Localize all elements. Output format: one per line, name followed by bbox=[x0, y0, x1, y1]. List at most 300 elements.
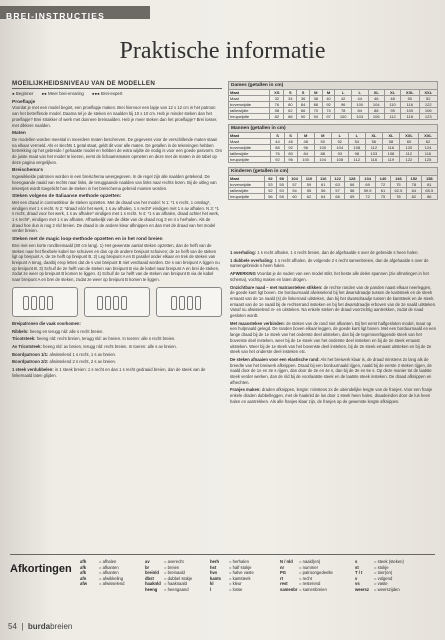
right-block-text: Als het breiwerk klaar is, de draad minstens 2x lang als de breedte van het breiwerk afknippen. Draad bij een borduurnaald rijgen, naald bij de eerste 2 steken rijgen, de naald door de 1e en 3e s rijgen, dan door de 2e en 4e s, dan bij de 3e en 5e s. Op deze manier tot de laatste steek verder werken, dan de nld bij de voorlaatste steek en de laatste steek insteken. De draad afknippen en afhechten. bbox=[230, 356, 432, 385]
table-cell: 56 bbox=[365, 139, 382, 145]
abbreviation-entry bbox=[280, 587, 333, 593]
table-cell: 72 bbox=[376, 182, 391, 188]
abbreviation-key: haaknld bbox=[145, 581, 161, 587]
magic-loop-diagram-2 bbox=[84, 287, 150, 317]
right-block-text: Voordat je de naden van een model stikt, het beste alle delen spannen (zie afmetingen in het schema), vochtig maken en laten drogen. bbox=[230, 271, 429, 282]
table-cell: 32 bbox=[270, 96, 284, 102]
table-header-cell: 110 bbox=[302, 176, 316, 182]
table-cell: 78 bbox=[407, 182, 422, 188]
right-block bbox=[230, 387, 437, 404]
pattern-block bbox=[12, 352, 222, 358]
table-cell: 52 bbox=[331, 139, 348, 145]
abbreviation-meaning: = volgend bbox=[374, 575, 393, 581]
table-cell: 100 bbox=[297, 157, 314, 163]
abbreviation-meaning: = haaknaald bbox=[164, 581, 187, 587]
right-block bbox=[230, 285, 437, 319]
abbreviation-key: v bbox=[355, 575, 358, 581]
table-cell: 66 bbox=[297, 108, 310, 114]
table-caption: Kinderen (getallen in cm) bbox=[228, 167, 438, 175]
size-tables bbox=[228, 81, 438, 204]
pattern-block-title: Boordpatroon 1/1: bbox=[12, 351, 49, 357]
right-block-title: 1 dubbele overhaling: bbox=[230, 257, 274, 263]
abbreviation-meaning: = breien bbox=[164, 564, 180, 570]
table-cell: 78 bbox=[335, 108, 352, 114]
pattern-block bbox=[12, 367, 222, 378]
abbreviation-key: hvs bbox=[210, 570, 218, 576]
magic-loop-diagrams bbox=[12, 287, 222, 317]
pattern-block bbox=[12, 344, 222, 350]
brand-name: burda bbox=[27, 622, 51, 631]
table-cell: 50 bbox=[401, 96, 419, 102]
abbreviation-meaning: = toer(en) bbox=[374, 570, 393, 576]
table-cell: 103 bbox=[365, 151, 382, 157]
table-row-label: Maat bbox=[229, 96, 270, 102]
pattern-block-text: heeng nld: av breien, terugg nld: recht breien. In toeren: alle s av breien. bbox=[43, 343, 177, 349]
table-cell: 58 bbox=[276, 194, 287, 200]
abbreviation-meaning: = steek (steken) bbox=[374, 559, 404, 564]
table-cell: 116 bbox=[418, 151, 437, 157]
abbreviation-key: s bbox=[355, 559, 358, 564]
table-cell: 108 bbox=[382, 151, 399, 157]
table-header-cell: 116 bbox=[316, 176, 330, 182]
table-cell: 64 bbox=[407, 188, 422, 194]
table-header-cell: XL bbox=[368, 90, 385, 96]
abbreviation-key: rt bbox=[280, 575, 284, 581]
table-cell: 119 bbox=[382, 157, 399, 163]
table-header-cell: Maat bbox=[229, 90, 270, 96]
table-caption: Mannen (getallen in cm) bbox=[228, 124, 438, 132]
table-cell: 52 bbox=[419, 96, 437, 102]
table-cell: 110 bbox=[385, 102, 401, 108]
table-dames bbox=[228, 81, 438, 120]
abbreviation-meaning: = weerszijden bbox=[374, 586, 400, 592]
abbreviation-meaning: = half stokje bbox=[229, 564, 252, 570]
pattern-block-text: in 1 steek breien: 1 s recht en dan 1 s recht gedraaid breien, dan de steek van de linkernaald laten glijden. bbox=[12, 367, 206, 378]
legend-experienced: ●● Meer brei-ervaring bbox=[41, 91, 84, 96]
left-block-text: Voordat je met een model begint, een proeflapje maken. Brei hiervoor een lapje van 12 x 12 cm in het patroon van het betreffende model. Daarna tel je de steken en naalden bij 10 x 10 cm. Heb je minder steken dan het proeflapje? Brei strakker of werk met dunnere breinaalden. Heb je meer steken dan het proeflapje? Brei losser, met dikkere naalden. bbox=[12, 105, 218, 128]
table-header-cell: M bbox=[322, 90, 335, 96]
table-cell: 93 bbox=[331, 151, 348, 157]
left-block-title: Steken met de magic loop-methode opzetten en in het rond breien bbox=[12, 237, 163, 243]
table-cell: 103 bbox=[351, 114, 368, 120]
left-block-text: De modellen worden meestal in meerdere maten beschreven. De gegevens voor de verschillende maten staan na elkaar vermeld. Als er slechts 1 getal staat, geldt dit voor alle maten. De getallen in de tekeningen hebben betrekking op het gebreide / gehaakte model en hebben de extra wijdte de nodig is voor een goede pasvorm. Om de juiste maat van het model te kiezen, eerst de lichaamsmaten opmeten en deze met de maten in de tabel op deze pagina vergelijken. bbox=[12, 136, 222, 165]
table-cell: 92 bbox=[284, 145, 297, 151]
table-header-cell: Maat bbox=[229, 176, 265, 182]
right-block bbox=[230, 258, 437, 269]
table-cell: 125 bbox=[418, 157, 437, 163]
difficulty-heading: MOEILIJKHEIDSNIVEAU VAN DE MODELLEN bbox=[12, 80, 222, 89]
page-footer: 54 | burdabreien bbox=[8, 622, 73, 631]
abbreviation-column bbox=[355, 559, 404, 593]
abbreviation-key: st bbox=[355, 564, 359, 570]
right-block bbox=[230, 271, 437, 282]
table-caption: Dames (getallen in cm) bbox=[228, 81, 438, 89]
table-cell: 53 bbox=[276, 188, 287, 194]
table-cell: 112 bbox=[348, 157, 365, 163]
pattern-block-title: Ribbels: bbox=[12, 328, 29, 334]
table-row-label: taillewijdte bbox=[229, 188, 265, 194]
table-cell: 66 bbox=[345, 182, 360, 188]
abbreviation-key: T / t bbox=[355, 570, 363, 576]
table-cell: 61 bbox=[316, 182, 330, 188]
table-row bbox=[229, 157, 438, 163]
table-row-label: bovenwijdte bbox=[229, 182, 265, 188]
table-cell: 56 bbox=[265, 194, 276, 200]
table-cell: 40 bbox=[322, 96, 335, 102]
abbreviation-meaning: = kleur bbox=[229, 581, 242, 587]
table-cell: 57 bbox=[287, 182, 302, 188]
table-cell: 54 bbox=[348, 139, 365, 145]
table-kinderen bbox=[228, 167, 438, 200]
table-header-cell: 134 bbox=[359, 176, 375, 182]
table-cell: 108 bbox=[348, 145, 365, 151]
table-cell: 86 bbox=[421, 194, 437, 200]
abbreviation-key: N / nld bbox=[280, 559, 293, 564]
table-cell: 94 bbox=[309, 114, 322, 120]
table-cell: 88 bbox=[271, 145, 284, 151]
table-row-label: heupwijdte bbox=[229, 194, 265, 200]
table-cell: 38 bbox=[309, 96, 322, 102]
table-cell: 55 bbox=[276, 182, 287, 188]
abbreviation-meaning: = stokje bbox=[374, 564, 389, 570]
table-cell: 58 bbox=[345, 188, 360, 194]
abbreviation-key: afk bbox=[80, 570, 87, 576]
right-block-title: AFWERKING bbox=[230, 271, 256, 277]
pattern-block bbox=[12, 329, 222, 335]
table-header-cell: XXL bbox=[418, 133, 437, 139]
table-cell: 95 bbox=[385, 108, 401, 114]
abbreviation-column bbox=[280, 559, 333, 593]
table-cell: 100 bbox=[351, 102, 368, 108]
table-cell: 69 bbox=[359, 182, 375, 188]
table-cell: 36 bbox=[297, 96, 310, 102]
table-header-cell: 128 bbox=[345, 176, 360, 182]
table-header-cell: L bbox=[351, 90, 368, 96]
table-cell: 70 bbox=[309, 108, 322, 114]
table-cell: 116 bbox=[365, 157, 382, 163]
magic-loop-diagram-1 bbox=[12, 287, 78, 317]
abbreviation-meaning: = afwikkeling bbox=[99, 575, 124, 581]
abbreviation-meaning: = halve vaste bbox=[229, 570, 254, 576]
table-row-label: heupwijdte bbox=[229, 114, 270, 120]
abbreviation-key: afh bbox=[80, 559, 87, 564]
pattern-block bbox=[12, 359, 222, 365]
table-header-cell: Maat bbox=[229, 133, 271, 139]
right-block bbox=[230, 321, 437, 355]
abbreviations-title: Afkortingen bbox=[10, 563, 72, 575]
abbreviation-meaning: = afhalen bbox=[99, 559, 117, 564]
table-cell: 116 bbox=[401, 102, 419, 108]
table-cell: 104 bbox=[368, 102, 385, 108]
table-header-cell: S bbox=[284, 133, 297, 139]
pattern-block-title: Breipatronen die vaak voorkomen: bbox=[12, 320, 81, 326]
table-cell: 80 bbox=[284, 151, 297, 157]
left-block-title: Steken volgens de Italiaanse methode opzetten: bbox=[12, 194, 122, 200]
table-cell: 52 bbox=[265, 188, 276, 194]
table-cell: 57 bbox=[330, 188, 345, 194]
table-header-cell: L bbox=[348, 133, 365, 139]
right-block-text: 1 s recht afhalen, 1 s recht breien, dan de afgehaalde s over de gebreide s heen halen. bbox=[257, 250, 419, 255]
table-cell: 34 bbox=[284, 96, 297, 102]
pattern-block-title: Av Tricotsteek: bbox=[12, 343, 42, 349]
table-row-label: bovenwijdte bbox=[229, 145, 271, 151]
table-header-cell: 92 bbox=[265, 176, 276, 182]
table-header-cell: S bbox=[297, 90, 310, 96]
table-row-label: taillewijdte bbox=[229, 151, 271, 157]
difficulty-legend bbox=[12, 91, 222, 97]
abbreviation-key: PG bbox=[280, 570, 287, 576]
table-cell: 76 bbox=[271, 151, 284, 157]
pattern-block-text: heeng en terugg nld: alle s recht breien. bbox=[29, 328, 104, 334]
table-heren bbox=[228, 124, 438, 163]
legend-beginner: ● Beginner bbox=[12, 91, 34, 96]
table-header-cell: S bbox=[284, 90, 297, 96]
table-header-cell: XXL bbox=[401, 90, 419, 96]
abbreviation-meaning: = recht bbox=[299, 575, 312, 581]
abbreviation-meaning: = averecht bbox=[164, 559, 184, 564]
table-row-label: Maat bbox=[229, 139, 271, 145]
abbreviation-meaning: = afkanten bbox=[99, 570, 119, 576]
abbreviation-key: samenbr bbox=[280, 586, 298, 592]
table-cell: 53 bbox=[265, 182, 276, 188]
table-cell: 112 bbox=[365, 145, 382, 151]
table-cell: 92 bbox=[322, 102, 335, 108]
right-block-text: de steken van de rand niet afkanten. Bij het eerst halfgesloten model, maar op een hulpnaald gelegd. De randen boven elkaar leggen, de goede kant ligt boven. Met een borduurnaald en een lange draad bij de 1e steek van het onderste deel uitsteken, dan bij de tegenoverliggende steek van het bovenste deel insteken, weer bij de 1e steek van het onderste deel insteken en bij de 2e steek ernaast uitsteken. Weer bij de 1e steek van het bovenste deel insteken, bij de 2e steek ernaast uitsteken en bij de 2e steek van het onderste deel insteken etc. bbox=[230, 320, 437, 355]
table-cell: 88 bbox=[309, 102, 322, 108]
right-blocks bbox=[230, 250, 437, 405]
table-cell: 82 bbox=[270, 114, 284, 120]
table-cell: 80 bbox=[284, 102, 297, 108]
table-cell: 106 bbox=[368, 114, 385, 120]
table-cell: 108 bbox=[331, 157, 348, 163]
table-cell: 76 bbox=[270, 102, 284, 108]
table-cell: 122 bbox=[399, 157, 418, 163]
abbreviation-meaning: = heengaand bbox=[164, 586, 189, 592]
abbreviation-column bbox=[80, 559, 125, 587]
table-cell: 48 bbox=[385, 96, 401, 102]
page-title: Praktische informatie bbox=[119, 38, 326, 64]
pattern-block-title: 1 steek verdubbelen: bbox=[12, 367, 54, 373]
table-cell: 72 bbox=[359, 194, 375, 200]
table-header-cell: 98 bbox=[276, 176, 287, 182]
abbreviation-key: kants bbox=[210, 575, 221, 581]
table-header-cell: XS bbox=[270, 90, 284, 96]
abbreviation-key: av bbox=[145, 559, 150, 564]
table-row bbox=[229, 114, 438, 120]
page-number: 54 bbox=[8, 622, 17, 631]
abbreviation-key: afn bbox=[80, 575, 87, 581]
table-cell: 74 bbox=[322, 108, 335, 114]
pattern-block bbox=[12, 321, 222, 327]
table-cell: 62 bbox=[284, 108, 297, 114]
table-cell: 106 bbox=[419, 108, 437, 114]
table-row-label: heupwijdte bbox=[229, 157, 271, 163]
table-cell: 65.5 bbox=[421, 188, 437, 194]
table-cell: 92 bbox=[271, 157, 284, 163]
abbreviation-key: nr bbox=[280, 564, 285, 570]
right-block bbox=[230, 357, 437, 386]
table-header-cell: XL bbox=[365, 133, 382, 139]
abbreviation-meaning: = nummer bbox=[299, 564, 318, 570]
table-header-cell: L bbox=[335, 90, 352, 96]
abbreviations-box bbox=[10, 554, 435, 615]
abbreviation-meaning: = afkanten bbox=[99, 564, 119, 570]
table-header-cell: 140 bbox=[376, 176, 391, 182]
abbreviation-meaning: = afwisselend bbox=[99, 581, 125, 587]
abbreviation-column bbox=[210, 559, 254, 593]
abbreviation-meaning: = patroongedeelte bbox=[299, 570, 333, 576]
abbreviation-key: rest bbox=[280, 581, 288, 587]
table-cell: 75 bbox=[390, 182, 406, 188]
right-block-title: Onzichtbare naad – met matrassteken stikken: bbox=[230, 284, 323, 290]
abbreviation-meaning: = vaste bbox=[374, 581, 388, 587]
right-column bbox=[230, 250, 437, 407]
table-cell: 82 bbox=[407, 194, 422, 200]
table-header-cell: XXL bbox=[399, 133, 418, 139]
table-cell: 104 bbox=[314, 157, 331, 163]
table-cell: 96 bbox=[297, 145, 314, 151]
left-block-title: Proeflapje bbox=[12, 99, 36, 105]
table-cell: 81 bbox=[421, 182, 437, 188]
left-block-title: Breischema's bbox=[12, 168, 44, 174]
right-block-text: de rechte randen van de panden naast elkaar neerleggen, de goede kant ligt boven. De borduurnaald afwisselend bij het dwarsdraadje tussen de kantsteek en de steek ernaast van de 1e naald (s) de linkerrand uitsteken, dan bij het dwarsdraadje tussen de kantsteek en de steek ernaast van de 1e naald bij de rechterrand insteken en bij het dwarsdraadje erboven van de 2e naald uitsteken. Vanaf nu afwisselend in- en uitsteken. Na enkele steken de draad voorzichtig aantrekken, zodat de naad gesloten wordt. bbox=[230, 284, 437, 319]
table-cell: 100 bbox=[335, 114, 352, 120]
table-cell: 118 bbox=[401, 114, 419, 120]
table-cell: 120 bbox=[399, 145, 418, 151]
table-cell: 98 bbox=[348, 151, 365, 157]
section-bar bbox=[0, 6, 150, 19]
table-row-label: bovenwijdte bbox=[229, 102, 270, 108]
abbreviation-key: l bbox=[210, 586, 212, 592]
left-block-title: Maten bbox=[12, 131, 26, 137]
table-cell: 123 bbox=[419, 114, 437, 120]
table-cell: 124 bbox=[418, 145, 437, 151]
pattern-block-title: Tricotsteek: bbox=[12, 336, 36, 342]
abbreviation-meaning: = kantsteek bbox=[229, 575, 251, 581]
abbreviation-meaning: = herhalen bbox=[229, 559, 249, 564]
table-cell: 59.5 bbox=[359, 188, 375, 194]
abbreviation-key: herh bbox=[210, 559, 220, 564]
table-cell: 44 bbox=[351, 96, 368, 102]
table-header-cell: 104 bbox=[287, 176, 302, 182]
table-cell: 96 bbox=[284, 157, 297, 163]
table-row-label: taillewijdte bbox=[229, 108, 270, 114]
table-cell: 100 bbox=[314, 145, 331, 151]
table-cell: 61 bbox=[376, 188, 391, 194]
right-block-title: De steken afnaaien voor een elastische rand: bbox=[230, 356, 320, 362]
table-cell: 96 bbox=[335, 102, 352, 108]
table-cell: 75 bbox=[376, 194, 391, 200]
table-cell: 54 bbox=[287, 188, 302, 194]
right-block-title: Franjes maken: bbox=[230, 387, 261, 393]
abbreviation-key: breinld bbox=[145, 570, 159, 576]
abbreviation-key: br bbox=[145, 564, 150, 570]
table-cell: 58 bbox=[382, 139, 399, 145]
table-header-cell: 152 bbox=[407, 176, 422, 182]
abbreviation-meaning: = samenbreien bbox=[299, 586, 327, 592]
brand-suffix: breien bbox=[50, 622, 73, 631]
table-header-cell: M bbox=[314, 133, 331, 139]
table-cell: 55 bbox=[302, 188, 316, 194]
table-cell: 62.5 bbox=[390, 188, 406, 194]
left-blocks bbox=[12, 100, 222, 283]
pattern-blocks bbox=[12, 321, 222, 379]
table-header-cell: XL bbox=[382, 133, 399, 139]
table-cell: 64 bbox=[316, 194, 330, 200]
table-header-cell: M bbox=[309, 90, 322, 96]
table-cell: 88 bbox=[314, 151, 331, 157]
table-header-cell: M bbox=[297, 133, 314, 139]
table-cell: 66 bbox=[330, 194, 345, 200]
pattern-block bbox=[12, 336, 222, 342]
left-block-text: Ingewikkelde patronen worden in een breischema weergegeven. In de regel zijn alle naalden getekend. De heengaande naald van rechts naar links, de teruggaande naalden van links naar rechts lezen. Bij de uitleg van tekentjes wordt toegelicht hoe de steken in het breischema gebreid moeten worden. bbox=[12, 174, 217, 191]
table-cell: 46 bbox=[368, 96, 385, 102]
table-cell: 63 bbox=[330, 182, 345, 188]
table-cell: 104 bbox=[331, 145, 348, 151]
left-block-text: Met een draad in contrastkleur de steken opzetten. Met de draad van het model: N 1: *1 s recht, 1 omslag*, eindigen met 1 s recht. N 2: *draad vóór het werk, 1 s av afhalen, 1 s recht* eindigen met 1 s av afhalen. N 3: *1 s recht, draad voor het werk, 1 s av afhalen* eindigen met 1 s recht. N 4: *1 s av afhalen, draad achter het werk, 1 s recht*, eindigen met 1 s av afhalen. Afhankelijk van de dikte van de draad nog 3 en 4 x herhalen. Als de draad hoe dun is nog 2 nld breien. De draad in de andere kleur afknippen en dan met de draad van het model verder breien. bbox=[12, 199, 220, 234]
abbreviation-key: afw bbox=[80, 581, 87, 587]
table-header-cell: XL bbox=[385, 90, 401, 96]
table-cell: 56 bbox=[316, 188, 330, 194]
table-cell: 50 bbox=[314, 139, 331, 145]
abbreviation-entry bbox=[80, 581, 125, 587]
abbreviation-key: vs bbox=[355, 581, 360, 587]
right-block-title: 1 overhaling: bbox=[230, 250, 257, 255]
table-header-cell: 122 bbox=[330, 176, 345, 182]
table-cell: 84 bbox=[351, 108, 368, 114]
table-header-cell: L bbox=[331, 133, 348, 139]
abbreviation-key: heeng bbox=[145, 586, 158, 592]
left-column bbox=[12, 80, 222, 380]
abbreviation-meaning: = losse bbox=[229, 586, 243, 592]
abbreviation-meaning: = breinaald bbox=[164, 570, 185, 576]
abbreviation-key: kl bbox=[210, 581, 214, 587]
table-cell: 122 bbox=[419, 102, 437, 108]
abbreviation-entry bbox=[145, 587, 192, 593]
table-cell: 88 bbox=[368, 108, 385, 114]
abbreviation-meaning: = dubbel stokje bbox=[164, 575, 193, 581]
abbreviation-key: weersz bbox=[355, 586, 369, 592]
abbreviation-key: dbst bbox=[145, 575, 154, 581]
abbreviation-column bbox=[145, 559, 192, 593]
right-block-text: 1 s recht afhalen, de volgende 2 s recht samenbreien, dan de afgehaalde s over de samengebreide s heen halen. bbox=[230, 257, 429, 269]
table-header-cell: XXL bbox=[419, 90, 437, 96]
left-block-text: Brei met een korte rondbreinaald (80 cm lang). 1) Het gewenste aantal steken opzetten, dan de helft van de steken naar het flexibele kabel toe schuiven en dan op de andere breipunt schuiven; de 1e helft van de steken ligt op breipunt A, de 2e helft op breipunt B. 2) Leg breipunt A en B parallel onder elkaar en trek de steken van breipunt A terug, daarbij erop letten dat de s van breipunt B niet verdraaid worden. De s van breipunt A liggen nu op breipunt B. 3) Schuif de 2e helft van de steken van breipunt B via de kabel naar breipunt A en brei de steken, zodat ze weer op breipunt B komen te liggen. 4) Schuif de 1e helft van de steken van breipunt B via de kabel naar breipunt A en brei de steken, zodat ze weer op breipunt B komen te liggen. bbox=[12, 242, 220, 283]
pattern-block-title: Boordpatroon 2/2: bbox=[12, 359, 49, 365]
abbreviation-key: hst bbox=[210, 564, 217, 570]
table-cell: 60 bbox=[399, 139, 418, 145]
legend-expert: ●●● Brei-expert bbox=[91, 91, 123, 96]
table-cell: 60 bbox=[287, 194, 302, 200]
abbreviation-entry bbox=[355, 587, 404, 593]
table-cell: 116 bbox=[382, 145, 399, 151]
table-header-cell: 158 bbox=[421, 176, 437, 182]
table-cell: 48 bbox=[297, 139, 314, 145]
table-cell: 100 bbox=[401, 108, 419, 114]
abbreviation-meaning: = resterend bbox=[299, 581, 321, 587]
table-cell: 84 bbox=[297, 151, 314, 157]
table-cell: 86 bbox=[284, 114, 297, 120]
table-cell: 62 bbox=[418, 139, 437, 145]
pattern-block-text: heeng nld: recht breien, terugg nld: av breien. In toeren: alle s recht breien. bbox=[36, 336, 176, 342]
magic-loop-diagram-3 bbox=[156, 287, 222, 317]
table-cell: 112 bbox=[385, 114, 401, 120]
table-cell: 46 bbox=[284, 139, 297, 145]
abbreviation-entry bbox=[210, 587, 254, 593]
abbreviation-key: afk bbox=[80, 564, 87, 570]
table-cell: 78 bbox=[390, 194, 406, 200]
abbreviation-meaning: = naald(en) bbox=[299, 559, 321, 564]
